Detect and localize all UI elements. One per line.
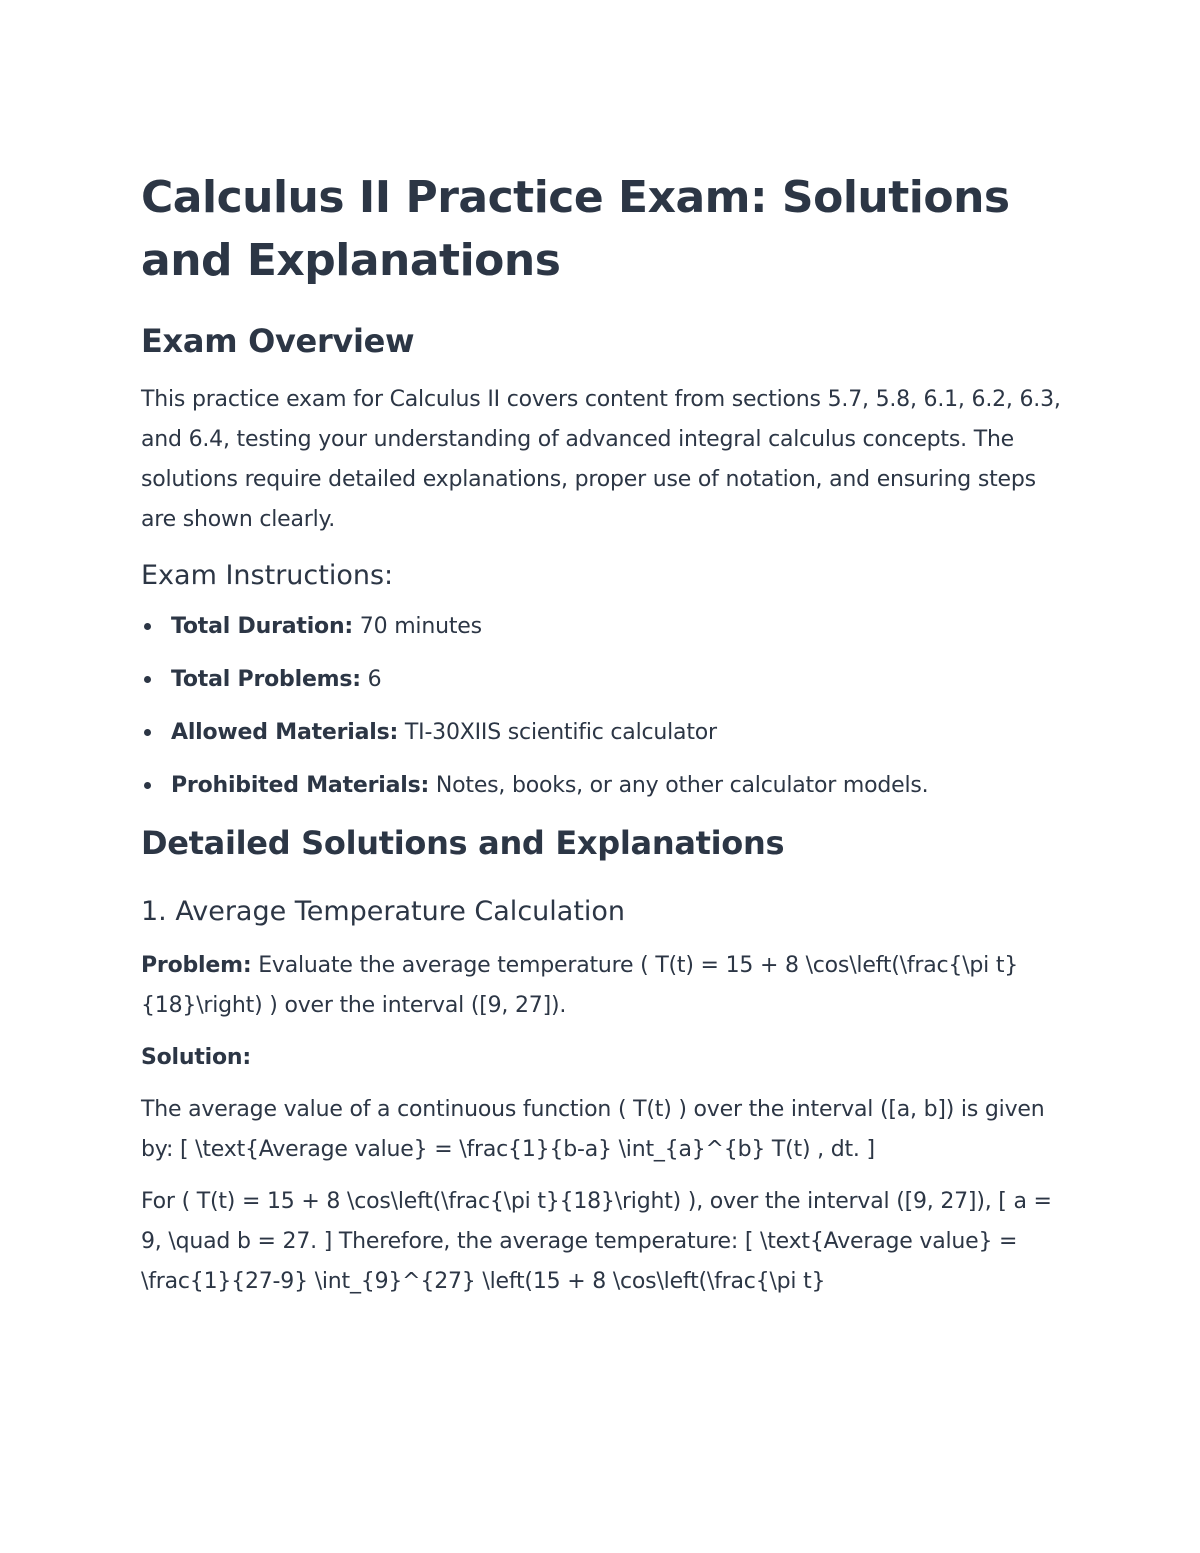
instructions-list — [141, 607, 1071, 819]
instruction-label: Allowed Materials: — [171, 720, 399, 745]
bullet-icon — [144, 676, 151, 683]
instruction-item-prohibited — [141, 766, 1071, 819]
problem-statement — [141, 946, 1071, 1026]
bullet-icon — [144, 623, 151, 630]
instruction-label: Total Duration: — [171, 614, 354, 639]
document-page — [141, 166, 1071, 1302]
solution-paragraph: For ( T(t) = 15 + 8 \cos\left(\frac{\pi t}{18}\right) ), over the interval ([9, 27]), [ a = 9, \quad b = 27. ] Therefore, the average temperature: [ \text{Average value} = \frac{1}{27-9} \int_{9}^{27} \left(15 + 8 \cos\left(\frac{\pi t} — [141, 1189, 1052, 1294]
problem-label: Problem: — [141, 953, 252, 978]
solutions-heading: Detailed Solutions and Explanations — [141, 824, 785, 862]
instruction-value: 6 — [360, 667, 382, 692]
exam-overview-text: This practice exam for Calculus II covers content from sections 5.7, 5.8, 6.1, 6.2, 6.3, and 6.4, testing your understanding of advanced integral calculus concepts. The solutions require detailed explanations, proper use of notation, and ensuring steps are shown clearly. — [141, 387, 1061, 532]
instruction-value: 70 minutes — [353, 614, 482, 639]
instruction-value: Notes, books, or any other calculator models. — [429, 773, 929, 798]
exam-instructions-heading: Exam Instructions: — [141, 560, 394, 591]
document-title: Calculus II Practice Exam: Solutions and Explanations — [141, 172, 1010, 286]
solution-label-text: Solution: — [141, 1045, 251, 1070]
bullet-icon — [144, 729, 151, 736]
problem-text: Evaluate the average temperature ( T(t) = 15 + 8 \cos\left(\frac{\pi t}{18}\right) ) over the interval ([9, 27]). — [141, 953, 1019, 1018]
problem-heading: 1. Average Temperature Calculation — [141, 896, 626, 927]
instruction-label: Prohibited Materials: — [171, 773, 430, 798]
exam-overview-heading: Exam Overview — [141, 322, 415, 360]
instruction-item-allowed — [141, 713, 1071, 766]
bullet-icon — [144, 782, 151, 789]
instruction-item-duration — [141, 607, 1071, 660]
instruction-item-problems — [141, 660, 1071, 713]
instruction-label: Total Problems: — [171, 667, 361, 692]
solution-paragraph: The average value of a continuous function ( T(t) ) over the interval ([a, b]) is given by: [ \text{Average value} = \frac{1}{b-a} \int_{a}^{b} T(t) , dt. ] — [141, 1097, 1045, 1162]
instruction-value: TI-30XIIS scientific calculator — [398, 720, 717, 745]
solution-label — [141, 1038, 1071, 1078]
